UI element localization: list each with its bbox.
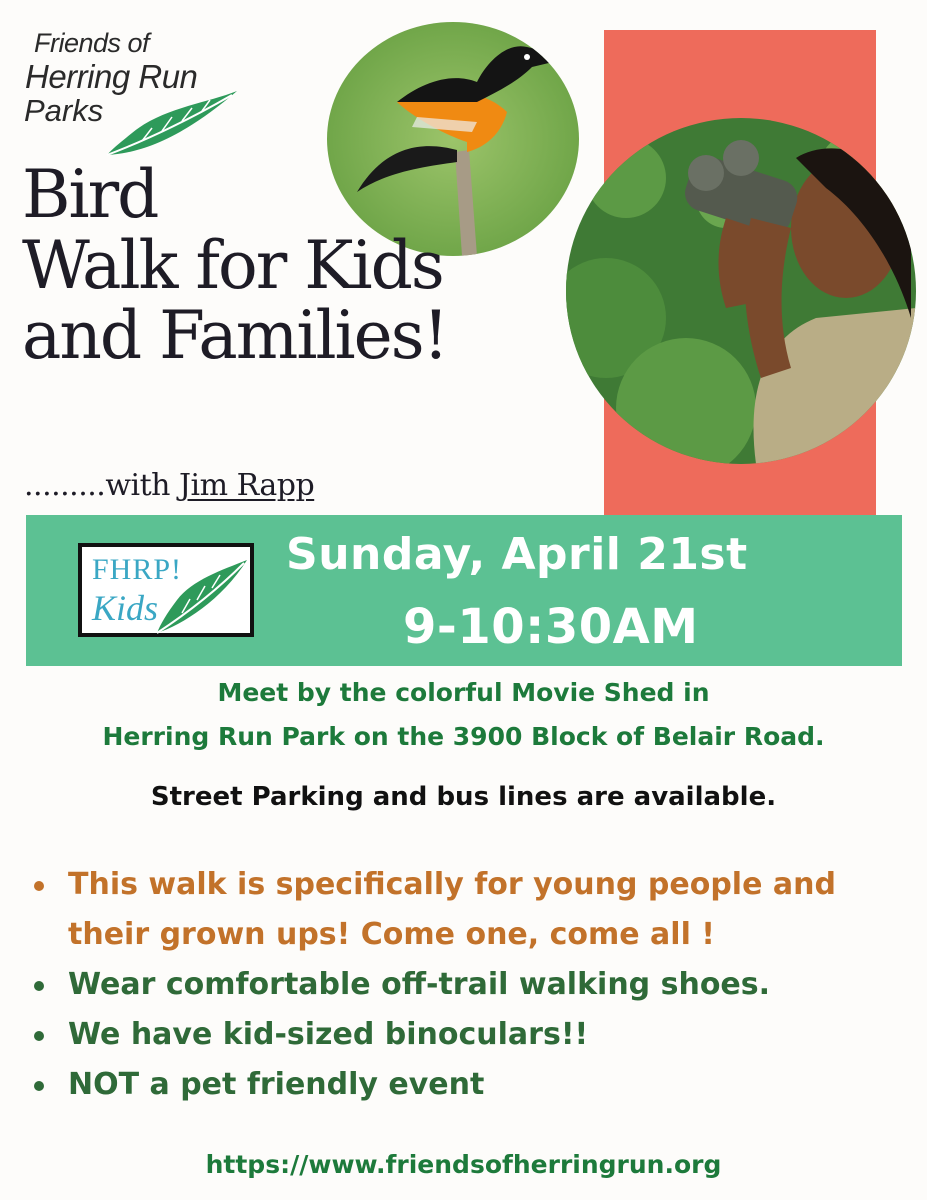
title-line-2: Walk for Kids — [22, 226, 443, 304]
guide-prefix: .........with — [24, 468, 180, 503]
logo-line-1: Friends of — [34, 28, 150, 58]
list-item: We have kid-sized binoculars!! — [30, 1010, 836, 1060]
event-title — [22, 156, 448, 375]
logo-line-2: Herring Run — [25, 58, 198, 95]
parking-info: Street Parking and bus lines are available. — [150, 782, 777, 812]
child-with-binoculars-photo — [566, 118, 916, 464]
fhrp-kids-logo — [78, 543, 254, 637]
leaf-icon — [102, 83, 242, 163]
guide-line — [24, 468, 314, 503]
event-time: 9-10:30AM — [403, 599, 699, 655]
kids-text: Kids — [92, 588, 159, 628]
friends-of-herring-run-logo — [22, 28, 242, 158]
location-line-2: Herring Run Park on the 3900 Block of Belair Road. — [102, 722, 825, 751]
list-item: NOT a pet friendly event — [30, 1060, 836, 1110]
list-item: Wear comfortable off-trail walking shoes. — [30, 960, 836, 1010]
event-details-list — [30, 860, 836, 1110]
event-date: Sunday, April 21st — [286, 529, 748, 580]
location-line-1: Meet by the colorful Movie Shed in — [217, 678, 710, 707]
title-line-1: Bird — [22, 156, 158, 233]
logo-line-3: Parks — [24, 93, 104, 128]
website-link[interactable]: https://www.friendsofherringrun.org — [205, 1150, 722, 1179]
list-item-continuation: their grown ups! Come one, come all ! — [68, 917, 715, 952]
title-line-3: and Families! — [22, 297, 448, 375]
date-banner — [26, 515, 902, 666]
list-item: This walk is specifically for young people and — [30, 860, 836, 910]
fhrp-text: FHRP! — [92, 553, 183, 586]
guide-name: Jim Rapp — [179, 468, 315, 503]
